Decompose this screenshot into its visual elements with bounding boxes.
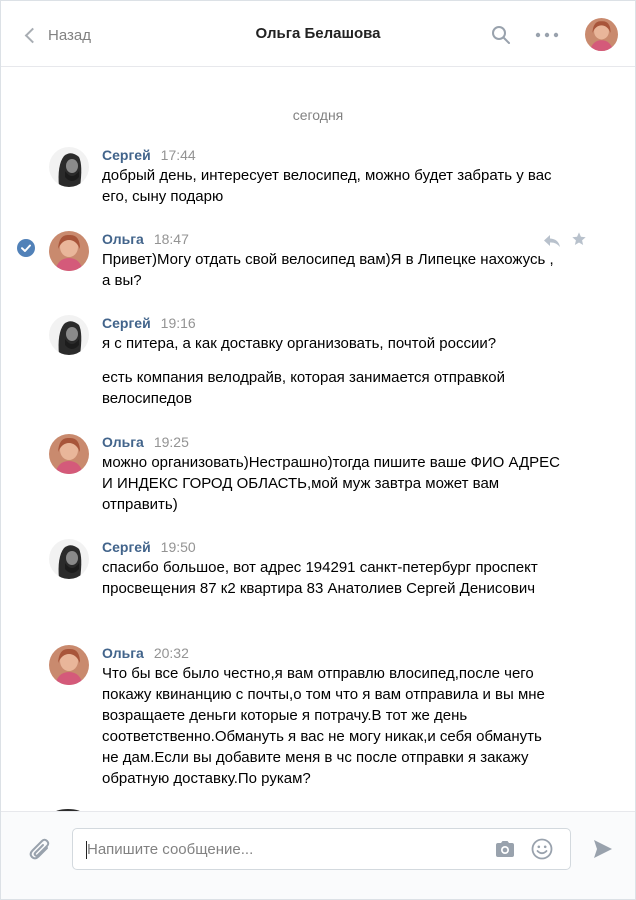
message-meta (102, 537, 562, 557)
selected-check-icon[interactable] (17, 239, 35, 257)
message-text: я с питера, а как доставку организовать, почтой россии? (102, 335, 497, 352)
back-label: Назад (48, 26, 91, 44)
reply-icon[interactable] (543, 234, 561, 248)
message-text: Привет)Могу отдать свой велосипед вам)Я в Липецке нахожусь , а вы? (102, 251, 554, 289)
message-meta (102, 313, 562, 333)
message-feed[interactable] (1, 67, 635, 811)
smile-icon[interactable] (531, 838, 553, 860)
olga-avatar[interactable] (49, 231, 89, 271)
message-text: добрый день, интересует велосипед, можно будет забрать у вас его, сыну подарю (102, 167, 552, 205)
message-body (102, 229, 562, 291)
message-input-placeholder: Напишите сообщение... (87, 841, 254, 858)
message-meta (102, 432, 562, 452)
message-body (102, 145, 562, 207)
more-icon[interactable] (534, 25, 560, 45)
message-author[interactable]: Сергей (102, 147, 151, 163)
message-time[interactable]: 19:25 (153, 434, 189, 450)
message-time[interactable]: 19:50 (160, 539, 196, 555)
olga-avatar[interactable] (49, 434, 89, 474)
olga-avatar[interactable] (585, 18, 618, 51)
chat-title[interactable]: Ольга Белашова (255, 25, 381, 42)
message-meta (102, 229, 562, 249)
composer (1, 811, 635, 900)
search-icon[interactable] (491, 25, 511, 45)
message-text: есть компания велодрайв, которая занимается отправкой велосипедов (102, 369, 505, 407)
sergey-avatar[interactable] (49, 315, 89, 355)
message-text: можно организовать)Нестрашно)тогда пишите ваше ФИО АДРЕС И ИНДЕКС ГОРОД ОБЛАСТЬ,мой муж завтра может вам отправить) (102, 454, 561, 513)
paperclip-icon[interactable] (27, 836, 53, 864)
message-author[interactable]: Ольга (102, 645, 144, 661)
message-body (102, 313, 562, 409)
send-icon[interactable] (593, 839, 613, 859)
message-text: Что бы все было честно,я вам отправлю влосипед,после чего покажу квинанцию с почты,о том что я вам отправила и вы мне возращаете деньги которые я потрачу.В тот же день соответственно.Обмануть я вас не могу никак,и себя обмануть не дам.Если вы добавите меня в чс после отправки я закажу обратную доставку.По рукам? (102, 665, 545, 787)
message-author[interactable]: Сергей (102, 315, 151, 331)
message-time[interactable]: 18:47 (153, 231, 189, 247)
message-author[interactable]: Сергей (102, 539, 151, 555)
day-separator: сегодня (292, 107, 344, 123)
sergey-avatar[interactable] (49, 539, 89, 579)
olga-avatar[interactable] (49, 645, 89, 685)
message-time[interactable]: 20:32 (153, 645, 189, 661)
camera-icon[interactable] (494, 840, 516, 858)
sergey-avatar[interactable] (49, 147, 89, 187)
star-icon[interactable] (571, 231, 587, 247)
message-author[interactable]: Ольга (102, 434, 144, 450)
chat-header (1, 1, 635, 67)
message-text: спасибо большое, вот адрес 194291 санкт-петербург проспект просвещения 87 к2 квартира 83 Анатолиев Сергей Денисович (102, 559, 538, 597)
message-body (102, 643, 562, 789)
message-body (102, 537, 562, 599)
message-meta (102, 643, 562, 663)
message-meta (102, 145, 562, 165)
message-input[interactable] (72, 828, 571, 870)
message-time[interactable]: 19:16 (160, 315, 196, 331)
message-time[interactable]: 17:44 (160, 147, 196, 163)
message-body (102, 432, 562, 515)
message-author[interactable]: Ольга (102, 231, 144, 247)
